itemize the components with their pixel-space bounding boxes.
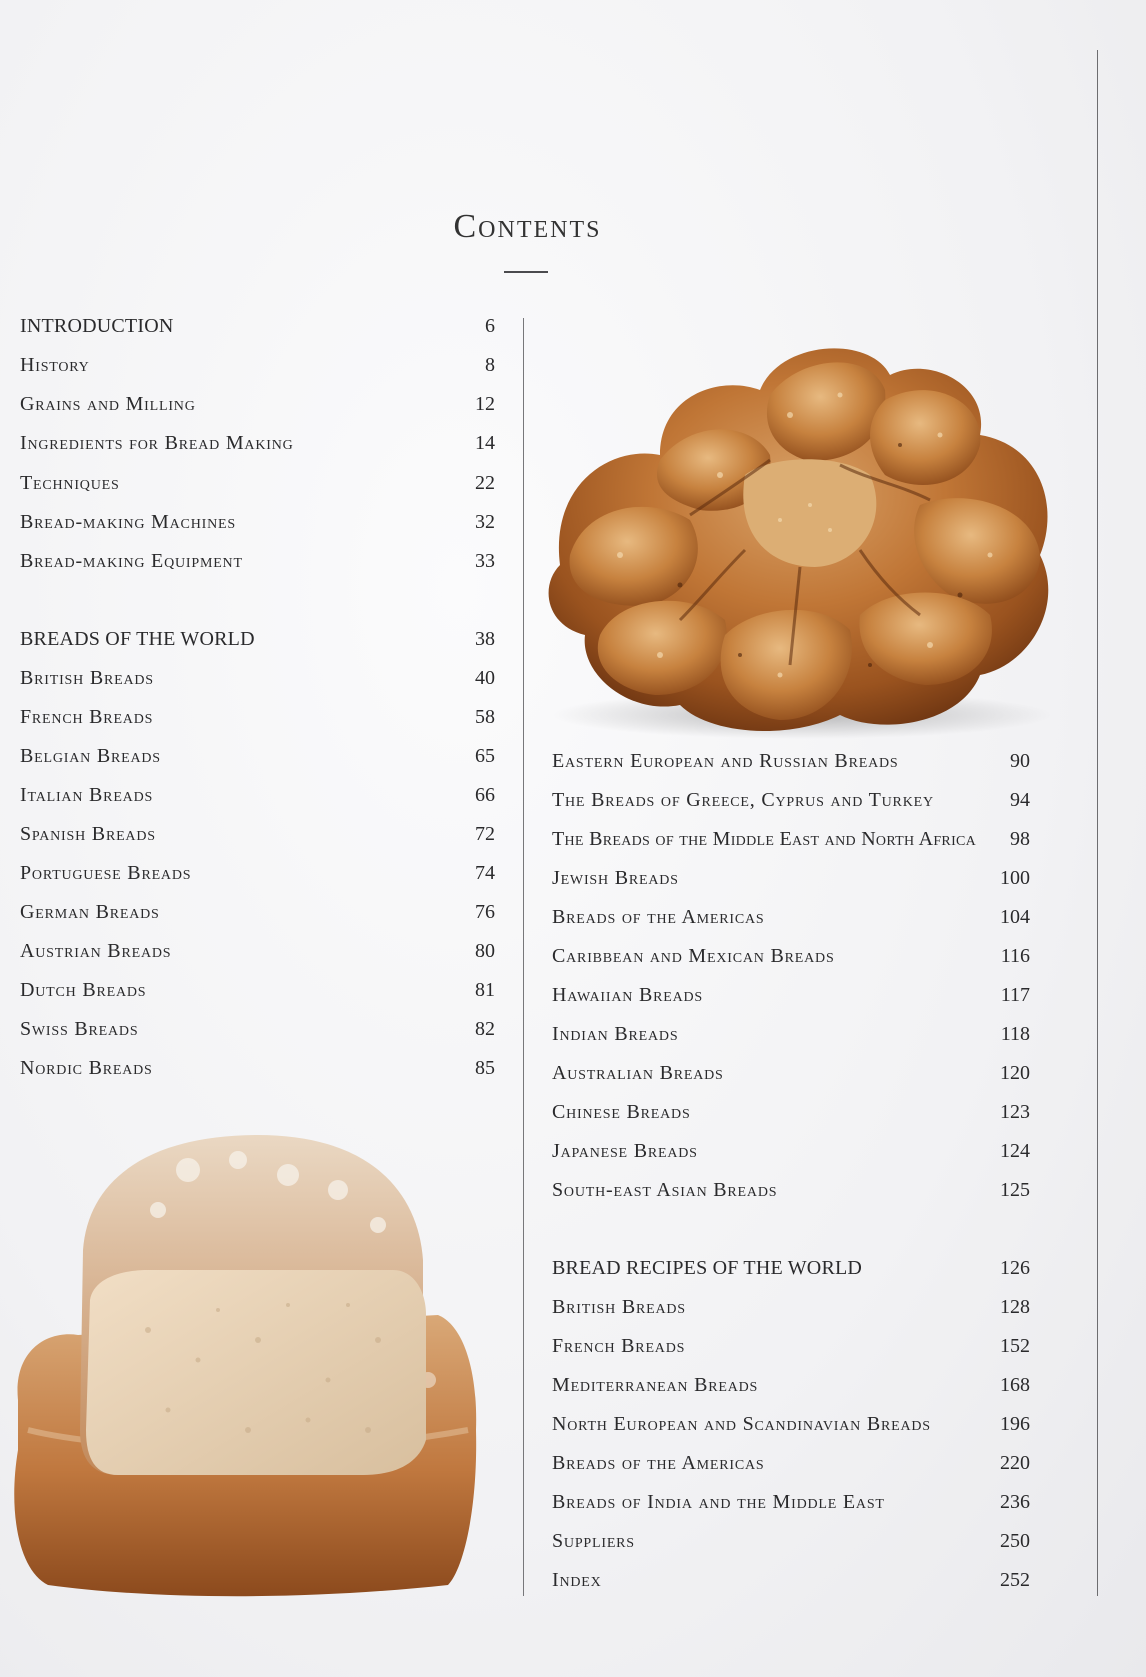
toc-entry-page: 6 — [485, 315, 495, 337]
toc-entry-page: 65 — [475, 745, 495, 767]
toc-entry-label: Chinese Breads — [552, 1101, 691, 1123]
toc-entry-page: 80 — [475, 940, 495, 962]
toc-entry-label: Breads of India and the Middle East — [552, 1491, 885, 1513]
toc-entry[interactable] — [20, 348, 495, 382]
toc-entry[interactable] — [20, 544, 495, 578]
title-underline — [504, 271, 548, 273]
toc-entry-label: Breads of the Americas — [552, 906, 765, 928]
toc-entry[interactable] — [552, 939, 1030, 973]
toc-entry-label: Caribbean and Mexican Breads — [552, 945, 835, 967]
toc-entry[interactable] — [20, 466, 495, 500]
toc-entry[interactable] — [20, 739, 495, 773]
toc-entry-label: Belgian Breads — [20, 745, 161, 767]
toc-entry-page: 236 — [1000, 1491, 1030, 1513]
toc-entry-page: 32 — [475, 511, 495, 533]
toc-entry-label: Nordic Breads — [20, 1057, 153, 1079]
toc-entry[interactable] — [552, 1173, 1030, 1207]
flower-loaf-image — [540, 335, 1060, 740]
toc-entry-label: Swiss Breads — [20, 1018, 139, 1040]
toc-entry[interactable] — [20, 309, 495, 343]
toc-entry[interactable] — [20, 505, 495, 539]
toc-entry-label: Index — [552, 1569, 602, 1591]
toc-entry[interactable] — [20, 817, 495, 851]
toc-entry-page: 196 — [1000, 1413, 1030, 1435]
toc-entry[interactable] — [552, 1251, 1030, 1285]
toc-entry-label: Indian Breads — [552, 1023, 679, 1045]
toc-entry[interactable] — [20, 700, 495, 734]
toc-entry[interactable] — [552, 1368, 1030, 1402]
toc-entry-page: 40 — [475, 667, 495, 689]
toc-entry-page: 76 — [475, 901, 495, 923]
toc-entry-page: 94 — [1010, 789, 1030, 811]
toc-entry-label: British Breads — [552, 1296, 686, 1318]
toc-entry[interactable] — [20, 934, 495, 968]
toc-entry[interactable] — [552, 1134, 1030, 1168]
toc-entry-page: 33 — [475, 550, 495, 572]
toc-entry-label: The Breads of the Middle East and North Africa — [552, 828, 977, 850]
toc-entry[interactable] — [552, 861, 1030, 895]
toc-entry-page: 125 — [1000, 1179, 1030, 1201]
toc-entry-page: 58 — [475, 706, 495, 728]
toc-entry[interactable] — [552, 1095, 1030, 1129]
toc-entry-page: 168 — [1000, 1374, 1030, 1396]
toc-entry-page: 152 — [1000, 1335, 1030, 1357]
toc-entry-label: Techniques — [20, 472, 120, 494]
toc-entry-label: BREADS OF THE WORLD — [20, 628, 255, 650]
toc-entry[interactable] — [20, 895, 495, 929]
toc-entry[interactable] — [20, 856, 495, 890]
toc-entry-page: 120 — [1000, 1062, 1030, 1084]
toc-entry-page: 220 — [1000, 1452, 1030, 1474]
toc-entry[interactable] — [552, 744, 1030, 778]
toc-entry-page: 22 — [475, 472, 495, 494]
toc-entry[interactable] — [552, 822, 1030, 856]
toc-entry-label: Dutch Breads — [20, 979, 147, 1001]
toc-entry-label: Mediterranean Breads — [552, 1374, 759, 1396]
white-loaf-image — [8, 1130, 478, 1600]
toc-entry-label: Suppliers — [552, 1530, 635, 1552]
toc-entry-page: 252 — [1000, 1569, 1030, 1591]
toc-entry[interactable] — [20, 973, 495, 1007]
toc-entry-label: German Breads — [20, 901, 160, 923]
toc-entry[interactable] — [552, 1563, 1030, 1597]
page-title: Contents — [453, 208, 602, 245]
toc-entry[interactable] — [552, 1056, 1030, 1090]
toc-entry[interactable] — [552, 1017, 1030, 1051]
toc-entry-label: Australian Breads — [552, 1062, 724, 1084]
toc-entry-label: French Breads — [20, 706, 154, 728]
toc-entry-page: 66 — [475, 784, 495, 806]
toc-entry-label: Bread-making Equipment — [20, 550, 243, 572]
toc-entry[interactable] — [552, 1485, 1030, 1519]
toc-entry-label: Jewish Breads — [552, 867, 679, 889]
toc-entry-page: 81 — [475, 979, 495, 1001]
toc-entry[interactable] — [552, 1407, 1030, 1441]
toc-entry-label: Spanish Breads — [20, 823, 156, 845]
toc-entry-label: Italian Breads — [20, 784, 154, 806]
toc-entry-page: 85 — [475, 1057, 495, 1079]
toc-entry-page: 74 — [475, 862, 495, 884]
toc-entry-label: Hawaiian Breads — [552, 984, 703, 1006]
toc-entry[interactable] — [552, 1446, 1030, 1480]
toc-entry-label: Ingredients for Bread Making — [20, 432, 294, 454]
toc-entry-label: French Breads — [552, 1335, 686, 1357]
toc-entry-label: North European and Scandinavian Breads — [552, 1413, 931, 1435]
toc-entry-label: South-east Asian Breads — [552, 1179, 778, 1201]
toc-entry[interactable] — [20, 622, 495, 656]
toc-entry-label: Grains and Milling — [20, 393, 196, 415]
toc-entry-page: 72 — [475, 823, 495, 845]
toc-entry-label: Austrian Breads — [20, 940, 172, 962]
toc-entry-label: History — [20, 354, 90, 376]
toc-entry-label: Bread-making Machines — [20, 511, 236, 533]
toc-entry-label: INTRODUCTION — [20, 315, 174, 337]
toc-entry[interactable] — [20, 387, 495, 421]
toc-entry-page: 104 — [1000, 906, 1030, 928]
toc-entry-page: 14 — [475, 432, 495, 454]
toc-entry[interactable] — [552, 1290, 1030, 1324]
toc-entry[interactable] — [552, 978, 1030, 1012]
toc-entry-page: 126 — [1000, 1257, 1030, 1279]
toc-entry[interactable] — [552, 1524, 1030, 1558]
toc-entry[interactable] — [20, 778, 495, 812]
toc-entry[interactable] — [20, 661, 495, 695]
toc-entry-page: 38 — [475, 628, 495, 650]
toc-entry-label: Japanese Breads — [552, 1140, 698, 1162]
toc-entry[interactable] — [20, 426, 495, 460]
toc-entry-page: 117 — [1000, 984, 1030, 1006]
toc-entry-page: 8 — [485, 354, 495, 376]
column-divider — [523, 318, 524, 1596]
toc-entry-label: BREAD RECIPES OF THE WORLD — [552, 1257, 863, 1279]
toc-entry-page: 250 — [1000, 1530, 1030, 1552]
toc-entry-label: Eastern European and Russian Breads — [552, 750, 899, 772]
toc-entry-page: 12 — [475, 393, 495, 415]
toc-entry-page: 123 — [1000, 1101, 1030, 1123]
toc-entry-page: 124 — [1000, 1140, 1030, 1162]
toc-entry[interactable] — [552, 900, 1030, 934]
toc-entry[interactable] — [552, 1329, 1030, 1363]
page-edge-rule — [1097, 50, 1098, 1596]
toc-entry-page: 128 — [1000, 1296, 1030, 1318]
toc-entry-label: Breads of the Americas — [552, 1452, 765, 1474]
toc-entry[interactable] — [20, 1012, 495, 1046]
toc-entry[interactable] — [20, 1051, 495, 1085]
toc-entry[interactable] — [552, 783, 1030, 817]
toc-entry-page: 100 — [1000, 867, 1030, 889]
toc-entry-page: 90 — [1010, 750, 1030, 772]
toc-entry-page: 118 — [1000, 1023, 1030, 1045]
toc-entry-label: Portuguese Breads — [20, 862, 192, 884]
toc-entry-label: British Breads — [20, 667, 154, 689]
toc-entry-page: 116 — [1000, 945, 1030, 967]
toc-entry-page: 98 — [1010, 828, 1030, 850]
toc-entry-page: 82 — [475, 1018, 495, 1040]
toc-entry-label: The Breads of Greece, Cyprus and Turkey — [552, 789, 934, 811]
